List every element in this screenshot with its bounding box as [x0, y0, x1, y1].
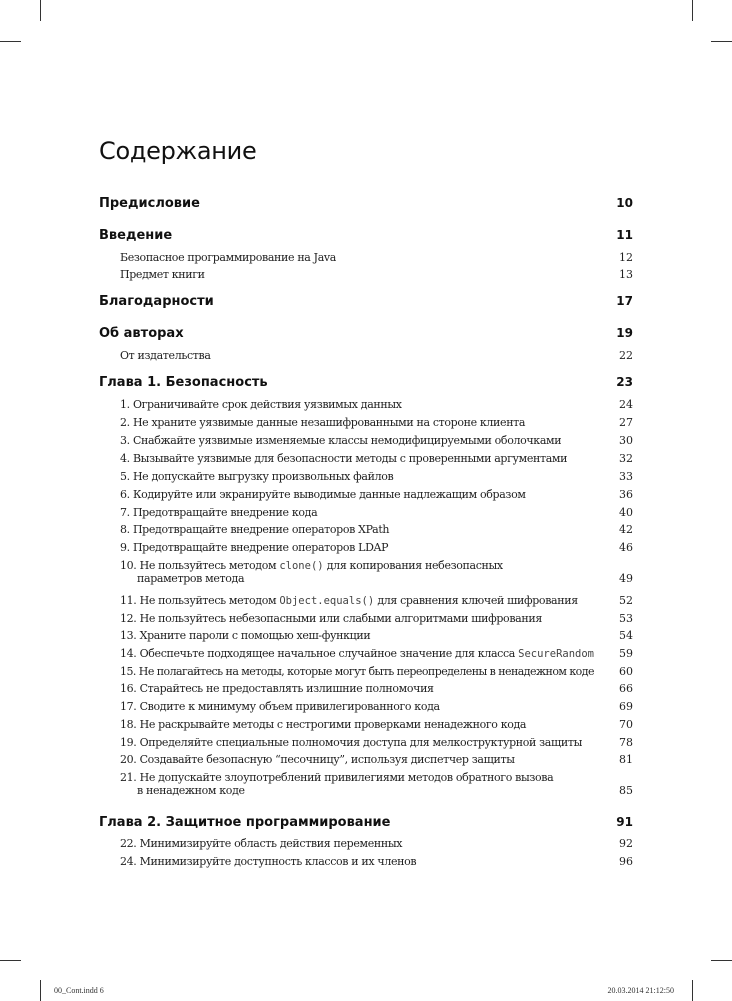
toc-entry-label: Предмет книги	[120, 268, 205, 281]
toc-entry-page: 52	[619, 594, 633, 607]
toc-entry-page: 49	[619, 572, 633, 585]
crop-mark-top-left-v	[40, 0, 41, 21]
toc-entry-label: 21. Не допускайте злоупотреблений привилегиями методов обратного вызова в ненадежном коде	[120, 771, 554, 797]
toc-entry-page: 40	[619, 506, 633, 519]
toc-entry-page: 60	[619, 665, 633, 678]
toc-entry[interactable]	[120, 268, 633, 281]
toc-entry[interactable]	[120, 541, 633, 554]
code-clone: clone()	[279, 560, 324, 572]
toc-entry-label: 10. Не пользуйтесь методом clone() для копирования небезопасных параметров метода	[120, 559, 503, 585]
crop-mark-top-right-h	[711, 41, 732, 42]
toc-entry-introduction[interactable]	[99, 228, 633, 243]
toc-entry-label: 8. Предотвращайте внедрение операторов XPath	[120, 523, 390, 536]
toc-entry-page: 10	[616, 196, 633, 210]
toc-entry-page: 92	[619, 837, 633, 850]
toc-entry-page: 24	[619, 398, 633, 411]
toc-entry-label: 24. Минимизируйте доступность классов и их членов	[120, 855, 417, 868]
toc-entry-page: 78	[619, 736, 633, 749]
toc-entry-preface[interactable]	[99, 196, 633, 211]
toc-entry-label: 16. Старайтесь не предоставлять излишние полномочия	[120, 682, 434, 695]
toc-entry-label: 11. Не пользуйтесь методом Object.equals() для сравнения ключей шифрования	[120, 594, 578, 607]
toc-entry-page: 36	[619, 488, 633, 501]
crop-mark-top-right-v	[692, 0, 693, 21]
toc-entry-label: 4. Вызывайте уязвимые для безопасности методы с проверенными аргументами	[120, 452, 568, 465]
toc-entry-acknowledgements[interactable]	[99, 294, 633, 309]
toc-entry[interactable]	[120, 665, 633, 678]
toc-entry-page: 32	[619, 452, 633, 465]
toc-entry-page: 46	[619, 541, 633, 554]
toc-entry-label: 22. Минимизируйте область действия переменных	[120, 837, 403, 850]
toc-entry-label: 3. Снабжайте уязвимые изменяемые классы немодифицируемыми оболочками	[120, 434, 562, 447]
toc-entry-page: 27	[619, 416, 633, 429]
toc-entry[interactable]	[120, 753, 633, 766]
toc-entry-label: Об авторах	[99, 326, 184, 341]
toc-entry-page: 17	[616, 294, 633, 308]
toc-entry-label: 20. Создавайте безопасную “песочницу”, используя диспетчер защиты	[120, 753, 515, 766]
toc-entry[interactable]	[120, 771, 633, 797]
toc-entry-label: Глава 2. Защитное программирование	[99, 815, 391, 830]
toc-entry[interactable]	[120, 506, 633, 519]
toc-entry-label: 14. Обеспечьте подходящее начальное случайное значение для класса SecureRandom	[120, 647, 594, 660]
toc-entry-label: 17. Сводите к минимуму объем привилегированного кода	[120, 700, 440, 713]
toc-entry-page: 13	[619, 268, 633, 281]
toc-entry-page: 81	[619, 753, 633, 766]
toc-entry[interactable]	[120, 349, 633, 362]
toc-entry[interactable]	[120, 612, 633, 625]
toc-entry[interactable]	[120, 452, 633, 465]
toc-entry[interactable]	[120, 488, 633, 501]
toc-entry[interactable]	[120, 559, 633, 585]
toc-entry-page: 66	[619, 682, 633, 695]
toc-entry-label: Глава 1. Безопасность	[99, 375, 268, 390]
crop-mark-bottom-right-h	[711, 960, 732, 961]
toc-entry-page: 53	[619, 612, 633, 625]
footer-timestamp: 20.03.2014 21:12:50	[607, 986, 674, 995]
toc-entry-label: 12. Не пользуйтесь небезопасными или слабыми алгоритмами шифрования	[120, 612, 542, 625]
toc-entry[interactable]	[120, 718, 633, 731]
toc-entry-page: 11	[616, 228, 633, 242]
toc-entry-label: 19. Определяйте специальные полномочия доступа для мелкоструктурной защиты	[120, 736, 582, 749]
toc-entry-label: От издательства	[120, 349, 211, 362]
toc-entry-label: 1. Ограничивайте срок действия уязвимых данных	[120, 398, 402, 411]
toc-entry-label: 18. Не раскрывайте методы с нестрогими проверками ненадежного кода	[120, 718, 527, 731]
code-object-equals: Object.equals()	[279, 595, 375, 607]
toc-entry-label: 2. Не храните уязвимые данные незашифрованными на стороне клиента	[120, 416, 526, 429]
crop-mark-bottom-left-h	[0, 960, 21, 961]
toc-entry-page: 54	[619, 629, 633, 642]
page-title: Содержание	[99, 137, 257, 165]
toc-entry-page: 69	[619, 700, 633, 713]
crop-mark-top-left-h	[0, 41, 21, 42]
toc-entry[interactable]	[120, 700, 633, 713]
toc-entry[interactable]	[120, 416, 633, 429]
toc-entry-label: 9. Предотвращайте внедрение операторов LDAP	[120, 541, 389, 554]
toc-entry-page: 23	[616, 375, 633, 389]
toc-entry-page: 19	[616, 326, 633, 340]
toc-entry-page: 33	[619, 470, 633, 483]
toc-entry-label: Благодарности	[99, 294, 214, 309]
code-securerandom: SecureRandom	[518, 648, 594, 660]
toc-entry[interactable]	[120, 398, 633, 411]
toc-entry[interactable]	[120, 434, 633, 447]
toc-entry-page: 96	[619, 855, 633, 868]
toc-entry-label: 13. Храните пароли с помощью хеш-функции	[120, 629, 371, 642]
toc-entry-label: 15. Не полагайтесь на методы, которые могут быть переопределены в ненадежном коде	[120, 665, 594, 678]
toc-entry-chapter-2[interactable]	[99, 815, 633, 830]
toc-entry-label: Введение	[99, 228, 173, 243]
toc-entry-about-authors[interactable]	[99, 326, 633, 341]
toc-entry-label: Безопасное программирование на Java	[120, 251, 336, 264]
toc-entry[interactable]	[120, 647, 633, 660]
toc-entry-page: 22	[619, 349, 633, 362]
toc-entry-page: 85	[619, 784, 633, 797]
toc-entry-label: 5. Не допускайте выгрузку произвольных файлов	[120, 470, 394, 483]
toc-entry[interactable]	[120, 594, 633, 607]
toc-entry[interactable]	[120, 251, 633, 264]
footer-file-label: 00_Cont.indd 6	[54, 986, 104, 995]
toc-entry-chapter-1[interactable]	[99, 375, 633, 390]
toc-entry[interactable]	[120, 736, 633, 749]
toc-entry-page: 12	[619, 251, 633, 264]
toc-entry-page: 30	[619, 434, 633, 447]
toc-entry[interactable]	[120, 682, 633, 695]
toc-entry-label: 7. Предотвращайте внедрение кода	[120, 506, 318, 519]
toc-entry[interactable]	[120, 470, 633, 483]
toc-entry-label: 6. Кодируйте или экранируйте выводимые данные надлежащим образом	[120, 488, 526, 501]
toc-entry[interactable]	[120, 523, 633, 536]
toc-entry-page: 42	[619, 523, 633, 536]
toc-entry-page: 91	[616, 815, 633, 829]
toc-entry-label: Предисловие	[99, 196, 200, 211]
toc-entry[interactable]	[120, 837, 633, 850]
toc-entry-page: 59	[619, 647, 633, 660]
crop-mark-bottom-left-v	[40, 980, 41, 1001]
toc-entry-page: 70	[619, 718, 633, 731]
toc-entry[interactable]	[120, 855, 633, 868]
toc-entry[interactable]	[120, 629, 633, 642]
crop-mark-bottom-right-v	[692, 980, 693, 1001]
